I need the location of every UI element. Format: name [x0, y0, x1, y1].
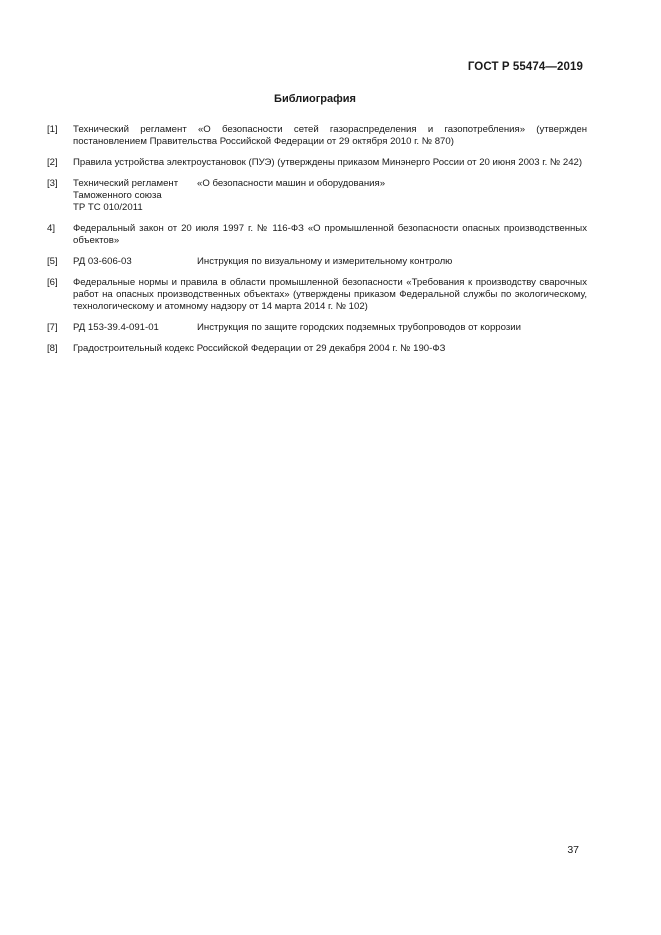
reference-text: «О безопасности машин и оборудования» — [197, 178, 386, 189]
reference-code: РД 03-606-03 — [73, 256, 132, 267]
reference-text: Правила устройства электроустановок (ПУЭ) (утверждены приказом Минэнерго России от 20 июня 2003 г. № 242) — [73, 157, 583, 168]
reference-number: [7] — [47, 322, 58, 333]
reference-code-line: Технический регламент — [73, 178, 179, 189]
reference-item — [47, 124, 587, 148]
reference-item — [47, 178, 587, 214]
page-title: Библиография — [274, 93, 356, 105]
reference-item — [47, 157, 587, 169]
reference-text: Федеральный закон от 20 июля 1997 г. № 116-ФЗ «О промышленной безопасности опасных производственных объектов» — [73, 223, 587, 246]
reference-item — [47, 256, 587, 268]
reference-number: [2] — [47, 157, 58, 168]
reference-item — [47, 343, 587, 355]
reference-number: 4] — [47, 223, 56, 234]
reference-item — [47, 223, 587, 247]
reference-number: [5] — [47, 256, 58, 267]
reference-code-line: ТР ТС 010/2011 — [73, 202, 143, 213]
reference-text: Федеральные нормы и правила в области промышленной безопасности «Требования к производству сварочных работ на опасных производственных объектах» (утверждены приказом Федеральной службы по экологическому, технологическому и атомному надзору от 14 марта 2014 г. № 102) — [73, 277, 587, 312]
reference-code: РД 153-39.4-091-01 — [73, 322, 159, 333]
page-number: 37 — [567, 844, 579, 856]
reference-number: [1] — [47, 124, 58, 135]
reference-item — [47, 277, 587, 313]
reference-text: Инструкция по визуальному и измерительному контролю — [197, 256, 453, 267]
document-code: ГОСТ Р 55474—2019 — [467, 61, 583, 73]
reference-code-line: Таможенного союза — [73, 190, 162, 201]
bibliography-list — [47, 124, 587, 364]
reference-text: Технический регламент «О безопасности сетей газораспределения и газопотребления» (утвержден постановлением Правительства Российской Федерации от 29 октября 2010 г. № 870) — [73, 124, 587, 147]
reference-item — [47, 322, 587, 334]
reference-text: Инструкция по защите городских подземных трубопроводов от коррозии — [197, 322, 521, 333]
reference-code — [73, 178, 197, 214]
reference-text: Градостроительный кодекс Российской Федерации от 29 декабря 2004 г. № 190-ФЗ — [73, 343, 446, 354]
reference-number: [3] — [47, 178, 58, 189]
reference-number: [6] — [47, 277, 58, 288]
reference-number: [8] — [47, 343, 58, 354]
